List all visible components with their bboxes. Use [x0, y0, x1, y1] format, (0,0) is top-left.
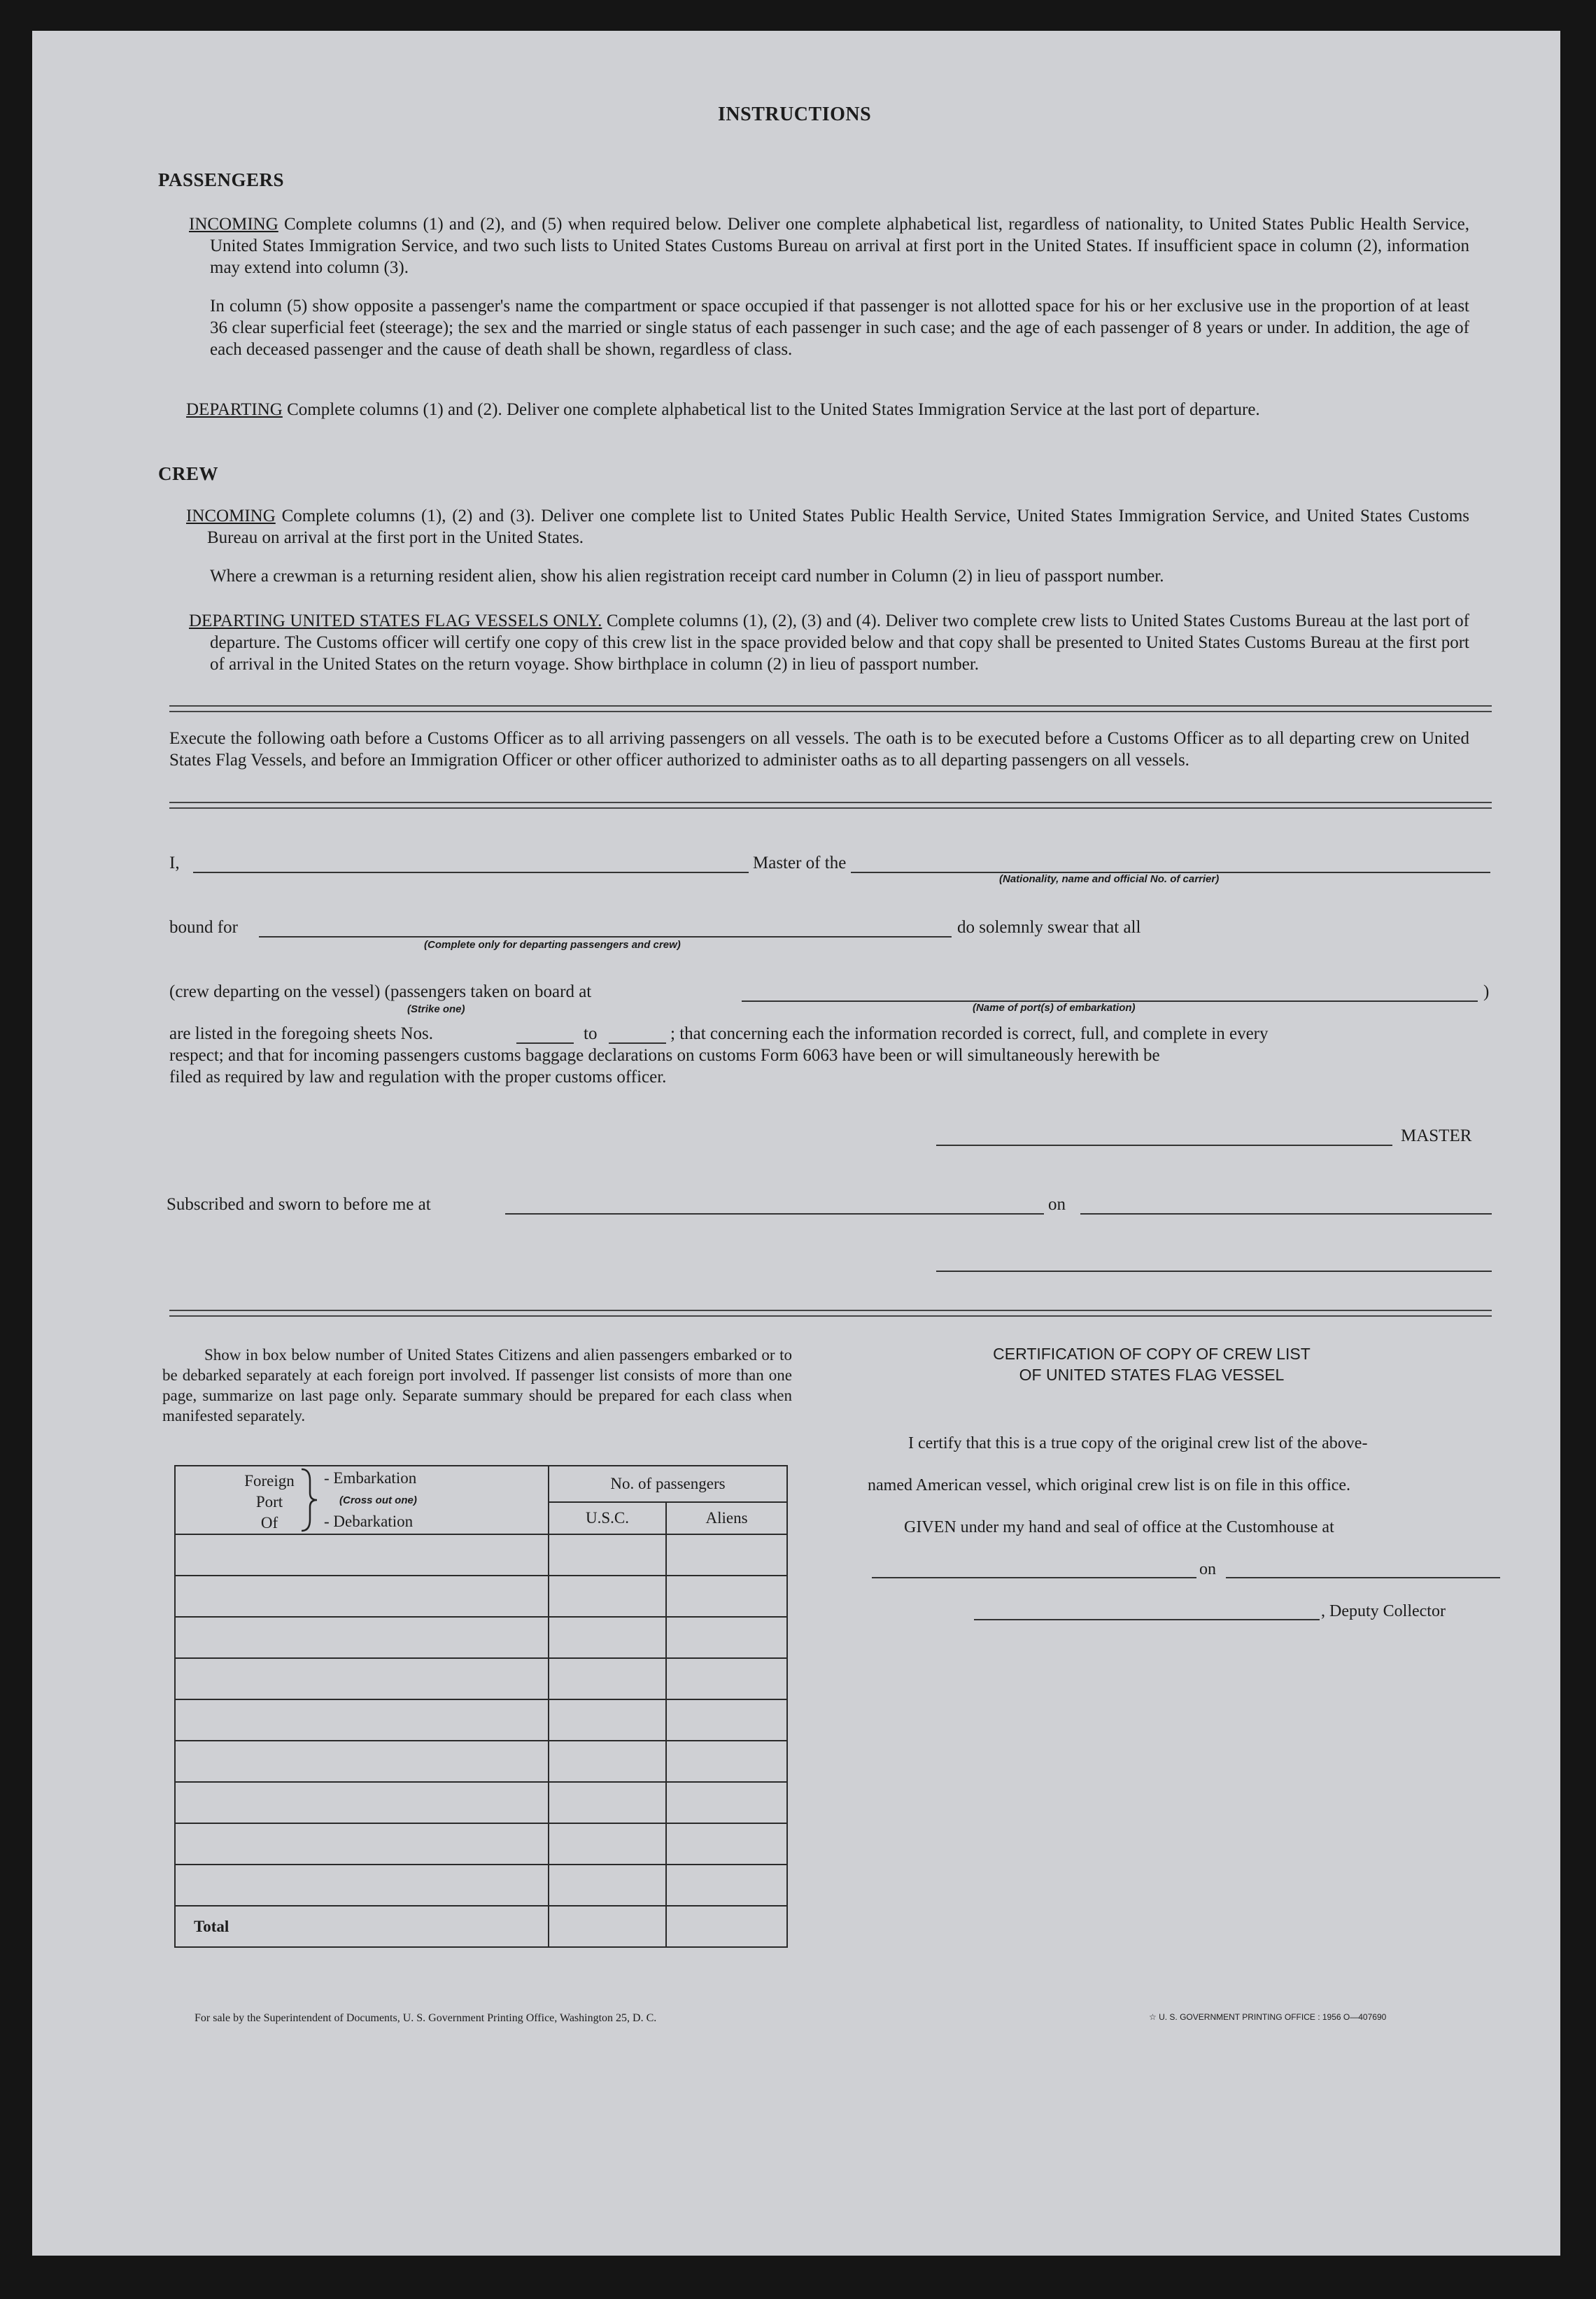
bound-for-label: bound for: [169, 918, 238, 937]
port-cell[interactable]: [175, 1617, 549, 1658]
table-row: [175, 1534, 787, 1576]
sheet-to-field[interactable]: [609, 1042, 666, 1044]
bound-caption: (Complete only for departing passengers and crew): [424, 939, 681, 951]
table-row: [175, 1782, 787, 1823]
certification-on: on: [1199, 1560, 1216, 1578]
aliens-cell[interactable]: [666, 1534, 787, 1576]
form-page: [32, 31, 1560, 2256]
usc-cell[interactable]: [549, 1741, 666, 1782]
certification-title: [914, 1343, 1390, 1385]
customhouse-field[interactable]: [872, 1577, 1196, 1578]
crew-departing-text: (crew departing on the vessel) (passengers taken on board at: [169, 982, 592, 1001]
table-row: [175, 1617, 787, 1658]
port-label: Port: [255, 1493, 283, 1511]
table-row: [175, 1865, 787, 1906]
table-row: [175, 1699, 787, 1741]
foreign-port-header: [175, 1466, 549, 1534]
certification-line3: GIVEN under my hand and seal of office at the Customhouse at: [904, 1518, 1334, 1536]
page-title: INSTRUCTIONS: [718, 104, 872, 125]
aliens-header: Aliens: [666, 1502, 787, 1534]
total-label: Total: [175, 1906, 549, 1947]
passengers-departing-paragraph: [186, 399, 1469, 420]
sworn-place-field[interactable]: [505, 1213, 1044, 1215]
usc-cell[interactable]: [549, 1658, 666, 1699]
aliens-cell[interactable]: [666, 1617, 787, 1658]
sworn-date-field[interactable]: [1080, 1213, 1492, 1215]
close-paren: ): [1483, 982, 1490, 1001]
officer-signature-field[interactable]: [936, 1271, 1492, 1272]
embarkation-label: - Embarkation: [324, 1469, 417, 1487]
divider: [169, 802, 1492, 809]
oath-line-2: respect; and that for incoming passengers customs baggage declarations on customs Form 6063 have been or will simultaneously herewith be: [169, 1046, 1160, 1065]
oath-line-3: filed as required by law and regulation with the proper customs officer.: [169, 1068, 667, 1087]
passengers-heading: PASSENGERS: [158, 169, 285, 190]
certification-date-field[interactable]: [1226, 1577, 1500, 1578]
foreign-label: Foreign: [244, 1472, 295, 1490]
port-cell[interactable]: [175, 1782, 549, 1823]
usc-header: U.S.C.: [549, 1502, 666, 1534]
no-of-passengers-header: No. of passengers: [549, 1466, 787, 1502]
oath-i: I,: [169, 854, 180, 872]
footer-printing-office: ☆ U. S. GOVERNMENT PRINTING OFFICE : 1956 O—407690: [1149, 2012, 1387, 2022]
footer-sale-notice: For sale by the Superintendent of Documents, U. S. Government Printing Office, Washington 25, D. C.: [195, 2012, 657, 2024]
divider: [169, 1310, 1492, 1317]
aliens-cell[interactable]: [666, 1741, 787, 1782]
brace-shape: [299, 1468, 320, 1532]
passengers-departing-label: DEPARTING: [186, 400, 283, 419]
crew-departing-label: DEPARTING UNITED STATES FLAG VESSELS ONLY.: [189, 611, 602, 630]
of-label: Of: [260, 1514, 278, 1532]
crew-incoming-paragraph: [186, 505, 1469, 549]
certification-line1: I certify that this is a true copy of the original crew list of the above-: [908, 1434, 1368, 1452]
crew-resident-paragraph: Where a crewman is a returning resident alien, show his alien registration receipt card number in Column (2) in lieu of passport number.: [210, 567, 1164, 586]
usc-cell[interactable]: [549, 1823, 666, 1865]
port-cell[interactable]: [175, 1699, 549, 1741]
crew-incoming-label: INCOMING: [186, 507, 276, 525]
passengers-incoming-paragraph: [189, 213, 1469, 278]
total-row: [175, 1906, 787, 1947]
master-signature-field[interactable]: [936, 1145, 1392, 1146]
bound-for-field[interactable]: [259, 936, 952, 938]
deputy-signature-field[interactable]: [974, 1619, 1320, 1620]
port-cell[interactable]: [175, 1865, 549, 1906]
debarkation-label: - Debarkation: [324, 1513, 414, 1530]
certification-title-line1: CERTIFICATION OF COPY OF CREW LIST: [993, 1345, 1311, 1363]
oath-instruction-paragraph: Execute the following oath before a Customs Officer as to all arriving passengers on all vessels. The oath is to be executed before a Customs Officer as to all departing crew on United States Flag Vessels, and before an Immigration Officer or other officer authorized to administer oaths as to all departing passengers on all vessels.: [169, 729, 1469, 770]
table-row: [175, 1576, 787, 1617]
passengers-departing-text: Complete columns (1) and (2). Deliver one complete alphabetical list to the United States Immigration Service at the last port of departure.: [287, 400, 1260, 419]
usc-cell[interactable]: [549, 1699, 666, 1741]
port-cell[interactable]: [175, 1534, 549, 1576]
strike-caption: (Strike one): [407, 1003, 465, 1015]
table-row: [175, 1658, 787, 1699]
port-cell[interactable]: [175, 1658, 549, 1699]
usc-cell[interactable]: [549, 1576, 666, 1617]
master-of-the-label: Master of the: [753, 854, 847, 872]
sheet-from-field[interactable]: [516, 1042, 574, 1044]
listed-end-text: ; that concerning each the information recorded is correct, full, and complete in every: [670, 1024, 1269, 1043]
table-row: [175, 1741, 787, 1782]
port-cell[interactable]: [175, 1741, 549, 1782]
sworn-on-text: on: [1048, 1195, 1066, 1214]
certification-line2: named American vessel, which original crew list is on file in this office.: [868, 1476, 1351, 1494]
total-usc-cell[interactable]: [549, 1906, 666, 1947]
subscribed-text: Subscribed and sworn to before me at: [167, 1195, 431, 1214]
usc-cell[interactable]: [549, 1782, 666, 1823]
swear-text: do solemnly swear that all: [957, 918, 1141, 937]
crew-heading: CREW: [158, 463, 219, 484]
usc-cell[interactable]: [549, 1617, 666, 1658]
aliens-cell[interactable]: [666, 1576, 787, 1617]
divider: [169, 705, 1492, 712]
crew-departing-text: Complete columns (1), (2), (3) and (4). Deliver two complete crew lists to United States Customs Bureau at the last port of departure. The Customs officer will certify one copy of this crew list in the space provided below and that copy shall be presented to United States Customs Bureau at the first port of arrival in the United States on the return voyage. Show birthplace in column (2) in lieu of passport number.: [210, 611, 1469, 674]
listed-start-text: are listed in the foregoing sheets Nos.: [169, 1024, 433, 1043]
master-name-field[interactable]: [193, 872, 749, 873]
port-cell[interactable]: [175, 1576, 549, 1617]
usc-cell[interactable]: [549, 1865, 666, 1906]
aliens-cell[interactable]: [666, 1782, 787, 1823]
aliens-cell[interactable]: [666, 1865, 787, 1906]
cross-out-caption: (Cross out one): [339, 1494, 417, 1506]
crew-departing-paragraph: [189, 610, 1469, 675]
summary-instruction: Show in box below number of United States Citizens and alien passengers embarked or to be debarked separately at each foreign port involved. If passenger list consists of more than one page, summarize on last page only. Separate summary should be prepared for each class when manifested separately.: [162, 1346, 792, 1424]
passengers-incoming-text: Complete columns (1) and (2), and (5) when required below. Deliver one complete alphabetical list, regardless of nationality, to United States Public Health Service, United States Immigration Service, and two such lists to United States Customs Bureau on arrival at first port in the United States. If insufficient space in column (2), information may extend into column (3).: [210, 215, 1470, 277]
to-text: to: [584, 1024, 598, 1043]
master-label: MASTER: [1401, 1126, 1472, 1145]
passengers-incoming-label: INCOMING: [189, 215, 278, 234]
table-row: [175, 1823, 787, 1865]
aliens-cell[interactable]: [666, 1658, 787, 1699]
crew-incoming-text: Complete columns (1), (2) and (3). Deliver one complete list to United States Public Health Service, United States Immigration Service, and United States Customs Bureau on arrival at the first port in the United States.: [207, 507, 1469, 547]
deputy-collector-label: , Deputy Collector: [1321, 1602, 1446, 1620]
aliens-cell[interactable]: [666, 1823, 787, 1865]
usc-cell[interactable]: [549, 1534, 666, 1576]
ports-caption: (Name of port(s) of embarkation): [973, 1002, 1136, 1014]
total-aliens-cell[interactable]: [666, 1906, 787, 1947]
certification-title-line2: OF UNITED STATES FLAG VESSEL: [1019, 1366, 1285, 1384]
port-cell[interactable]: [175, 1823, 549, 1865]
passenger-summary-table: [174, 1465, 788, 1948]
aliens-cell[interactable]: [666, 1699, 787, 1741]
passengers-column5-paragraph: In column (5) show opposite a passenger's name the compartment or space occupied if that passenger is not allotted space for his or her exclusive use in the proportion of at least 36 clear superficial feet (steerage); the sex and the married or single status of each passenger in such case; and the age of each passenger of 8 years or under. In addition, the age of each deceased passenger and the cause of death shall be shown, regardless of class.: [210, 297, 1469, 359]
carrier-caption: (Nationality, name and official No. of carrier): [999, 873, 1220, 885]
